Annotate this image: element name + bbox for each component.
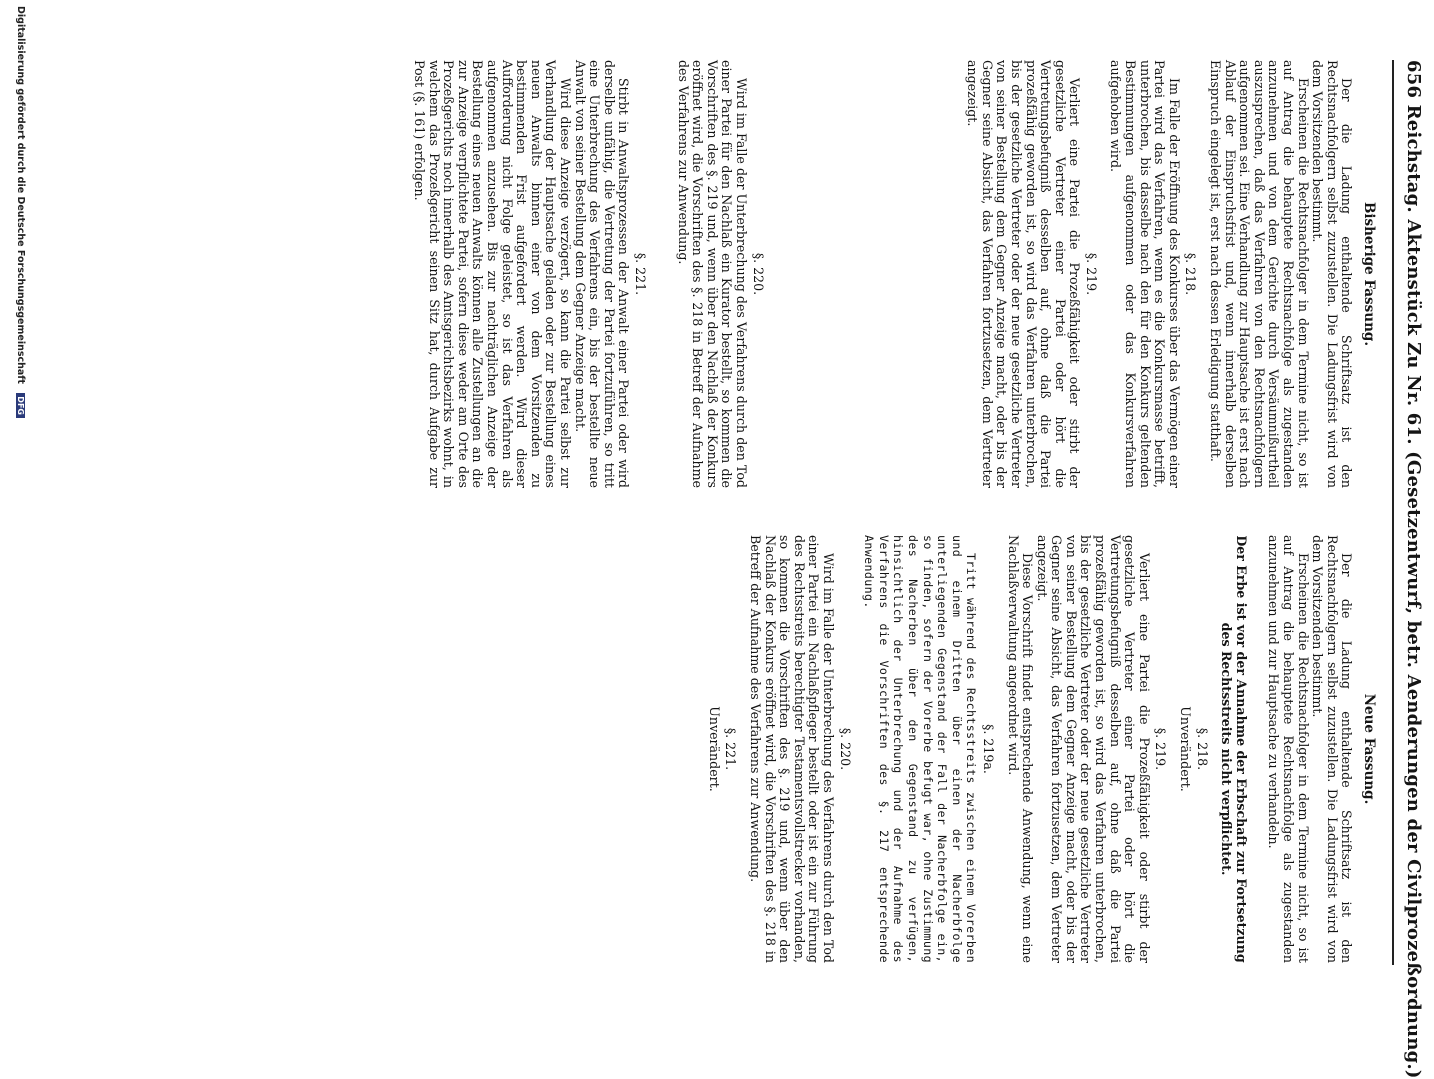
section-heading-218: §. 218. xyxy=(1194,727,1210,771)
column-heading-previous: Bisherige Fassung. xyxy=(1361,201,1377,347)
section-heading-221: §. 221. xyxy=(633,252,648,296)
paragraph: Verliert eine Partei die Prozeßfähigkeit oder stirbt der gesetzliche Vertreter einer Partei oder hört die Vertretungsbefugniß desselben auf, ohne daß die Partei prozeßfähig geworden ist, so wird das Verfahren unterbrochen, bis der gesetzliche Vertreter oder der neue gesetzliche Vertreter von seiner Bestellung dem Gegner Anzeige macht, oder bis der Gegner seine Absicht, das Verfahren fortzusetzen, dem Vertreter angezeigt. xyxy=(965,60,1083,488)
column-heading-new: Neue Fassung. xyxy=(1361,693,1377,805)
dfg-logo: DFG xyxy=(16,393,25,418)
paragraph: Der die Ladung enthaltende Schriftsatz ist den Rechtsnachfolgern selbst zuzustellen. Die Ladungsfrist wird von dem Vorsitzenden bestimmt. xyxy=(1310,60,1355,488)
section-heading-221: §. 221. xyxy=(723,727,739,771)
unchanged-note: Unverändert. xyxy=(706,706,722,792)
spacer xyxy=(657,60,675,488)
unchanged-note: Unverändert. xyxy=(1178,706,1194,792)
paragraph: Wird im Falle der Unterbrechung des Verfahrens durch den Tod einer Partei für den Nachlaß ein Kurator bestellt, so kommen die Vorschriften des §. 219 und, wenn über den Nachlaß der Konkurs eröffnet wird, die Vorschriften des §. 218 in Betreff der Aufnahme des Verfahrens zur Anwendung. xyxy=(675,60,749,488)
spacer xyxy=(775,60,965,488)
inserted-paragraph: Der Erbe ist vor der Annahme der Erbschaft zur Fortsetzung des Rechtsstreits nicht verpflichtet. xyxy=(1219,535,1249,963)
header-rule xyxy=(1392,60,1394,965)
paragraph: Wird im Falle der Unterbrechung des Verfahrens durch den Tod einer Partei ein Nachlaßpfleger bestellt oder ist ein zur Führung des Rechtsstreits berechtigter Testamentsvollstrecker vorhanden, so kommen die Vorschriften des §. 219 und, wenn über den Nachlaß der Konkurs eröffnet wird, die Vorschriften des §. 218 in Betreff der Aufnahme des Verfahrens zur Anwendung. xyxy=(748,535,836,963)
column-previous-version xyxy=(412,60,1377,488)
digitization-note xyxy=(15,6,26,986)
paragraph: Verliert eine Partei die Prozeßfähigkeit oder stirbt der gesetzliche Vertreter einer Partei oder hört die Vertretungsbefugniß desselben auf, ohne daß die Partei prozeßfähig geworden ist, so wird das Verfahren unterbrochen, bis der gesetzliche Vertreter oder der neue gesetzliche Vertreter von seiner Bestellung dem Gegner Anzeige macht, oder bis der Gegner seine Absicht, das Verfahren fortzusetzen, dem Vertreter angezeigt. xyxy=(1034,535,1152,963)
paragraph: Im Falle der Eröffnung des Konkurses über das Vermögen einer Partei wird das Verfahren, wenn es die Konkursmasse betrifft, unterbrochen, bis dasselbe nach den für den Konkurs geltenden Bestimmungen aufgenommen oder das Konkursverfahren aufgehoben wird. xyxy=(1108,60,1182,488)
section-heading-220: §. 220. xyxy=(750,252,766,296)
spacer xyxy=(1248,535,1266,963)
column-new-version xyxy=(706,535,1376,963)
paragraph: Diese Vorschrift findet entsprechende Anwendung, wenn eine Nachlaßverwaltung angeordnet wird. xyxy=(1005,535,1036,963)
paragraph: Stirbt in Anwaltsprozessen der Anwalt einer Partei oder wird derselbe unfähig, die Vertretung der Partei fortzuführen, so tritt eine Unterbrechung des Verfahrens ein, bis der bestellte neue Anwalt von seiner Bestellung dem Gegner Anzeige macht. xyxy=(572,60,632,488)
paragraph: Erscheinen die Rechtsnachfolger in dem Termine nicht, so ist auf Antrag die behauptete Rechtsnachfolge als zugestanden anzunehmen und zur Hauptsache zu verhandeln. xyxy=(1266,535,1311,963)
paragraph: Tritt während des Rechtsstreits zwischen einem Vorerben und einem Dritten über einen der Nacherbfolge unterliegenden Gegenstand der Fall der Nacherbfolge ein, so finden, sofern der Vorerbe befugt war, ohne Zustimmung des Nacherben über den Gegenstand zu verfügen, hinsichtlich der Unterbrechung und der Aufnahme des Verfahrens die Vorschriften des §. 217 entsprechende Anwendung. xyxy=(862,535,979,963)
section-heading-218: §. 218. xyxy=(1183,252,1199,296)
running-head: 656 Reichstag. Aktenstück Zu Nr. 61. (Gesetzentwurf, betr. Aenderungen der Civilprozeßordnung.) xyxy=(1403,60,1424,1079)
paragraph: Der die Ladung enthaltende Schriftsatz ist den Rechtsnachfolgern selbst zuzustellen. Die Ladungsfrist wird von dem Vorsitzenden bestimmt. xyxy=(1310,535,1355,963)
digitization-text: Digitalisierung gefördert durch die Deutsche Forschungsgemeinschaft xyxy=(15,6,26,384)
section-heading-220: §. 220. xyxy=(837,727,853,771)
section-heading-219: §. 219. xyxy=(1083,252,1099,296)
section-heading-219a: §. 219a. xyxy=(980,724,996,774)
paragraph: Erscheinen die Rechtsnachfolger in dem Termine nicht, so ist auf Antrag die behauptete Rechtsnachfolge als zugestanden anzunehmen und von dem Gerichte durch Versäumnißurtheil auszusprechen, daß das Verfahren von den Rechtsnachfolgern aufgenommen sei. Eine Verhandlung zur Hauptsache ist erst nach Ablauf der Einspruchsfrist und, wenn innerhalb derselben Einspruch eingelegt ist, erst nach dessen Erledigung statthaft. xyxy=(1208,60,1311,488)
paragraph: Wird diese Anzeige verzögert, so kann die Partei selbst zur Verhandlung der Hauptsache geladen oder zur Bestellung eines neuen Anwalts binnen einer von dem Vorsitzenden zu bestimmenden Frist aufgefordert werden. Wird dieser Aufforderung nicht Folge geleistet, so ist das Verfahren als aufgenommen anzusehen. Bis zur nachträglichen Anzeige der Bestellung eines neuen Anwalts können alle Zustellungen an die zur Anzeige verpflichtete Partei, sofern diese weder am Orte des Prozeßgerichts noch innerhalb des Amtsgerichtsbezirks wohnt, in welchem das Prozeßgericht seinen Sitz hat, durch Aufgabe zur Post (§. 161) erfolgen. xyxy=(412,60,574,488)
section-heading-219: §. 219. xyxy=(1153,727,1169,771)
